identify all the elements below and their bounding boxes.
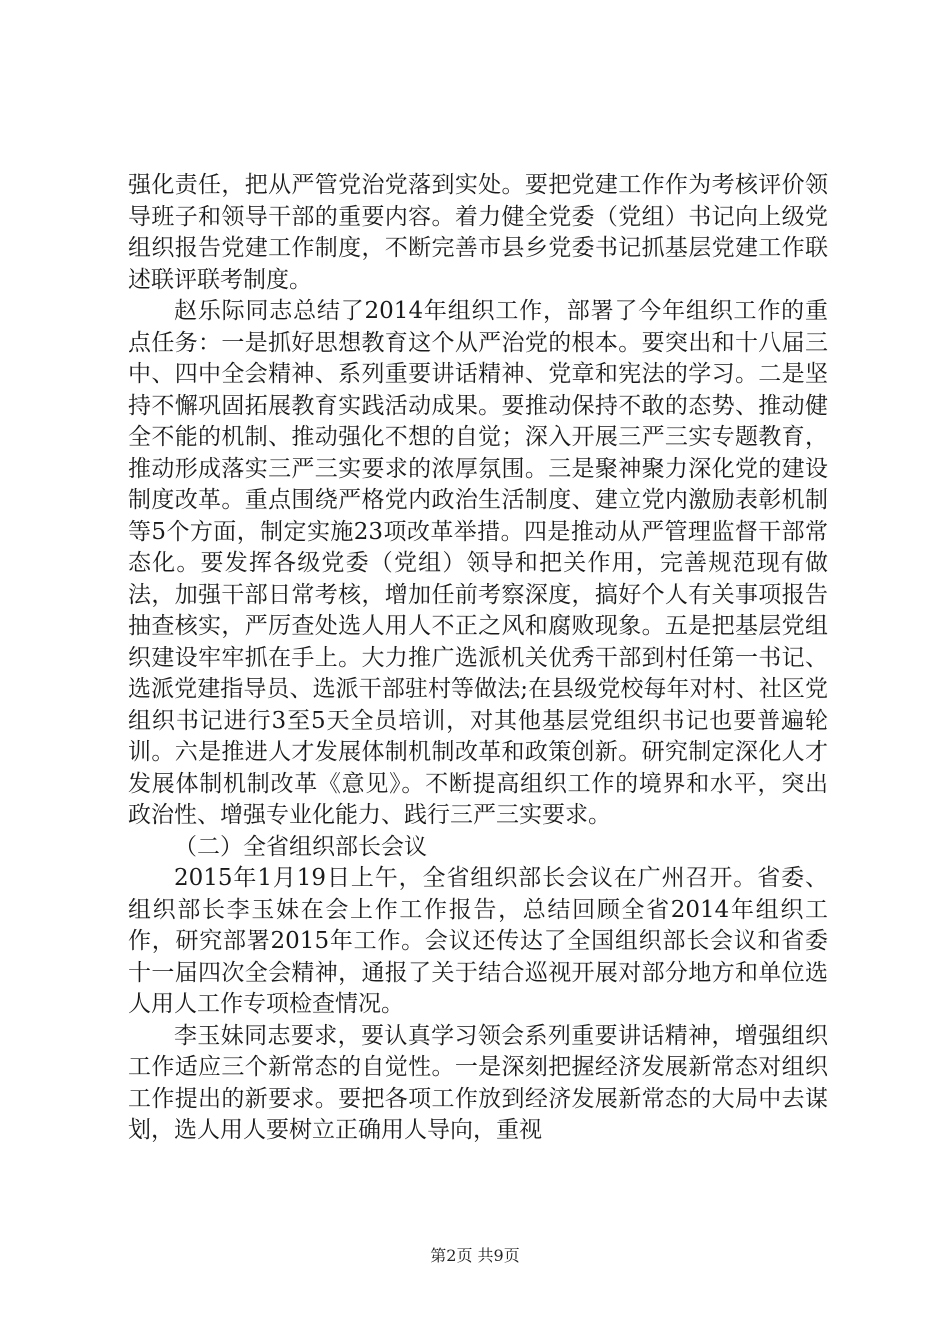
document-body <box>128 170 828 1147</box>
paragraph-1: 强化责任，把从严管党治党落到实处。要把党建工作作为考核评价领导班子和领导干部的重要内容。着力健全党委（党组）书记向上级党组织报告党建工作制度，不断完善市县乡党委书记抓基层党建工作联述联评联考制度。 <box>128 172 828 293</box>
page-footer: 第2页 共9页 <box>430 1246 520 1265</box>
section-heading: （二）全省组织部长会议 <box>174 833 427 860</box>
paragraph-4: 李玉妹同志要求，要认真学习领会系列重要讲话精神，增强组织工作适应三个新常态的自觉性。一是深刻把握经济发展新常态对组织工作提出的新要求。要把各项工作放到经济发展新常态的大局中去谋划，选人用人要树立正确用人导向，重视 <box>128 1022 828 1143</box>
paragraph-3: 2015年1月19日上午，全省组织部长会议在广州召开。省委、组织部长李玉妹在会上作工作报告，总结回顾全省2014年组织工作，研究部署2015年工作。会议还传达了全国组织部长会议和省委十一届四次全会精神，通报了关于结合巡视开展对部分地方和单位选人用人工作专项检查情况。 <box>128 865 828 1017</box>
paragraph-2: 赵乐际同志总结了2014年组织工作，部署了今年组织工作的重点任务：一是抓好思想教育这个从严治党的根本。要突出和十八届三中、四中全会精神、系列重要讲话精神、党章和宪法的学习。二是坚持不懈巩固拓展教育实践活动成果。要推动保持不敢的态势、推动健全不能的机制、推动强化不想的自觉；深入开展三严三实专题教育，推动形成落实三严三实要求的浓厚氛围。三是聚神聚力深化党的建设制度改革。重点围绕严格党内政治生活制度、建立党内激励表彰机制等5个方面，制定实施23项改革举措。四是推动从严管理监督干部常态化。要发挥各级党委（党组）领导和把关作用，完善规范现有做法，加强干部日常考核，增加任前考察深度，搞好个人有关事项报告抽查核实，严厉查处选人用人不正之风和腐败现象。五是把基层党组织建设牢牢抓在手上。大力推广选派机关优秀干部到村任第一书记、选派党建指导员、选派干部驻村等做法;在县级党校每年对村、社区党组织书记进行3至5天全员培训，对其他基层党组织书记也要普遍轮训。六是推进人才发展体制机制改革和政策创新。研究制定深化人才发展体制机制改革《意见》。不断提高组织工作的境界和水平，突出政治性、增强专业化能力、践行三严三实要求。 <box>128 298 828 828</box>
